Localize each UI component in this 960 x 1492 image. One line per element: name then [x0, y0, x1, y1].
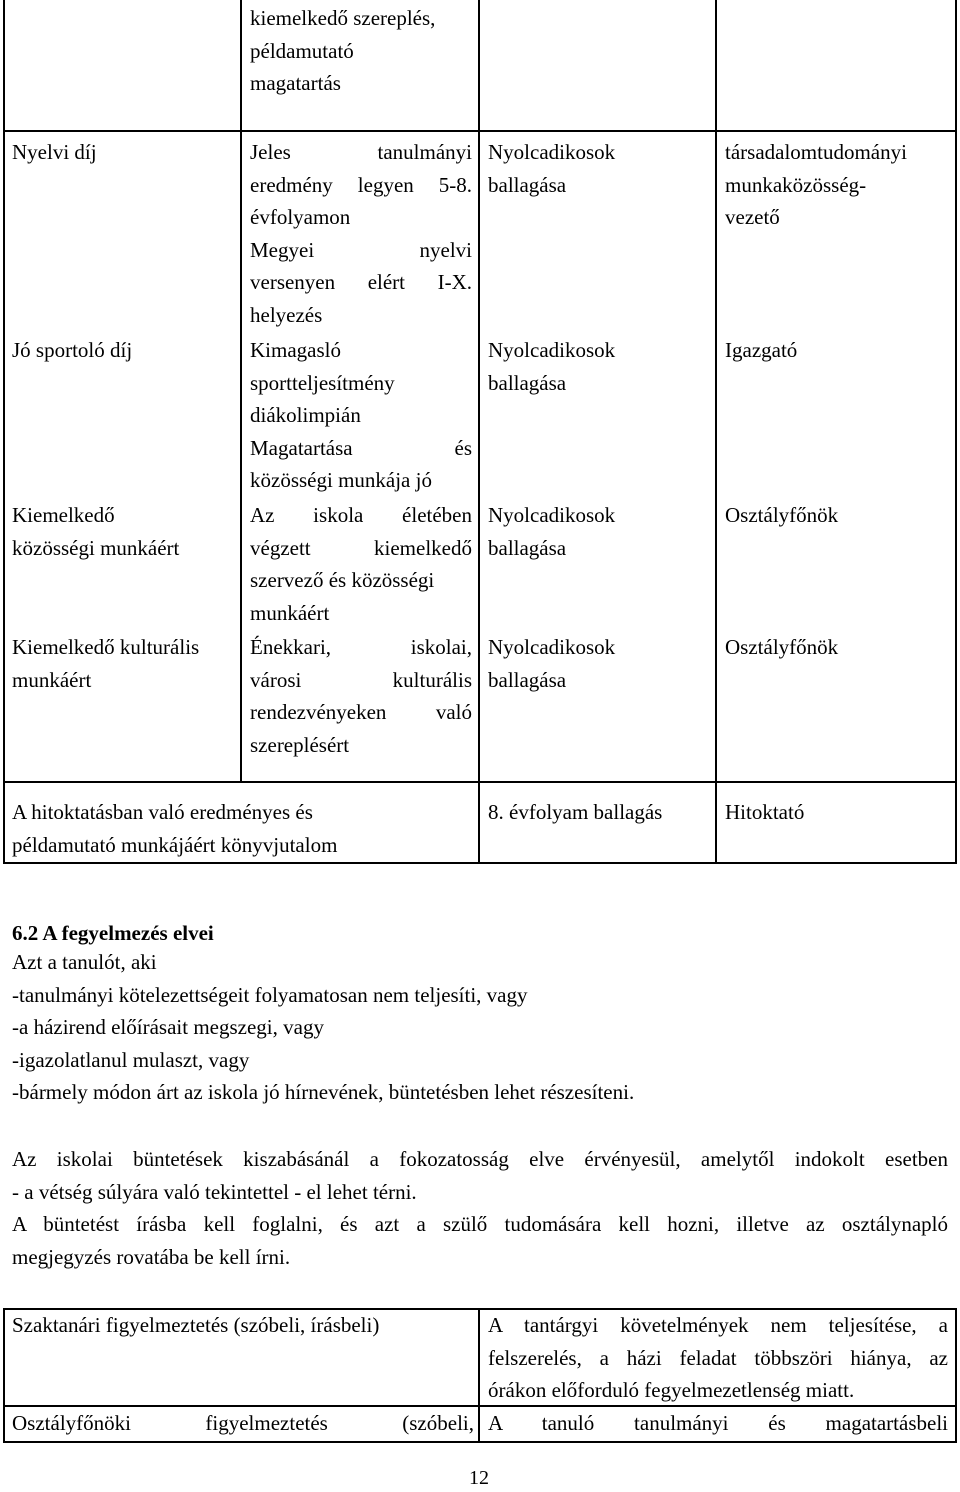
table-border — [3, 781, 957, 783]
award-name-cell: Kiemelkedő kulturális munkáért — [12, 635, 200, 692]
award-criteria-cell: Az iskola életében végzett kiemelkedő szervező és közösségi munkáért — [250, 503, 472, 625]
table-border — [240, 0, 242, 781]
award-criteria-cell: Kimagasló sportteljesítmény diákolimpián Magatartása és közösségi munkája jó — [250, 338, 472, 492]
award-occasion-cell: 8. évfolyam ballagás — [488, 800, 663, 824]
award-occasion-cell: Nyolcadikosok ballagása — [488, 338, 616, 395]
award-name-cell: A hitoktatásban való eredményes és példamutató munkájáért könyvjutalom — [12, 800, 338, 857]
table-border — [3, 130, 957, 132]
award-proposer-cell: Igazgató — [725, 338, 798, 362]
page-number: 12 — [469, 1467, 489, 1489]
intro-list — [12, 946, 634, 1109]
award-proposer-cell: társadalomtudományi munkaközösség- vezető — [725, 140, 907, 229]
intro-line: Azt a tanulót, aki — [12, 950, 157, 974]
penalty-type-cell: Osztályfőnöki figyelmeztetés (szóbeli, — [12, 1411, 474, 1435]
award-proposer-cell: Osztályfőnök — [725, 503, 839, 527]
intro-line: -tanulmányi kötelezettségeit folyamatosan nem teljesíti, vagy — [12, 982, 528, 1007]
award-name-cell: Kiemelkedő közösségi munkáért — [12, 503, 180, 560]
section-heading: 6.2 A fegyelmezés elvei — [12, 921, 214, 945]
intro-line: -bármely módon árt az iskola jó hírnevének, büntetésben lehet részesíteni. — [12, 1080, 635, 1104]
table-border — [478, 1308, 480, 1443]
award-proposer-cell: Osztályfőnök — [725, 635, 839, 659]
award-name-cell: Jó sportoló díj — [12, 338, 133, 362]
award-occasion-cell: Nyolcadikosok ballagása — [488, 503, 616, 560]
award-occasion-cell: Nyolcadikosok ballagása — [488, 140, 616, 197]
award-occasion-cell: Nyolcadikosok ballagása — [488, 635, 616, 692]
penalty-reason-cell: A tantárgyi követelmények nem teljesítése, a felszerelés, a házi feladat többszöri hiánya, az órákon előforduló fegyelmezetlenség miatt. — [488, 1313, 948, 1402]
penalty-reason-cell: A tanuló tanulmányi és magatartásbeli — [488, 1411, 948, 1435]
table-border — [3, 1308, 5, 1443]
award-proposer-cell: Hitoktató — [725, 800, 805, 824]
award-criteria-cell: kiemelkedő szereplés, példamutató magatartás — [250, 6, 436, 95]
award-name-cell: Nyelvi díj — [12, 140, 97, 164]
award-criteria-cell: Énekkari, iskolai, városi kulturális rendezvényeken való szereplésért — [250, 635, 472, 757]
intro-line: -igazolatlanul mulaszt, vagy — [12, 1047, 250, 1072]
table-border — [955, 1308, 957, 1443]
intro-line: -a házirend előírásait megszegi, vagy — [12, 1015, 324, 1039]
table-border — [3, 1441, 957, 1443]
award-criteria-cell: Jeles tanulmányi eredmény legyen 5-8. évfolyamon Megyei nyelvi versenyen elért I-X. helyezés — [250, 140, 472, 327]
paragraph: Az iskolai büntetések kiszabásánál a fokozatosság elve érvényesül, amelytől indokolt esetben - a vétség súlyára való tekintettel - el lehet térni. A büntetést írásba kell foglalni, és azt a szülő tudomására kell hozni, illetve az osztálynapló megjegyzés rovatába be kell írni. — [12, 1147, 948, 1269]
table-border — [3, 862, 957, 864]
penalty-type-cell: Szaktanári figyelmeztetés (szóbeli, írásbeli) — [12, 1313, 380, 1337]
